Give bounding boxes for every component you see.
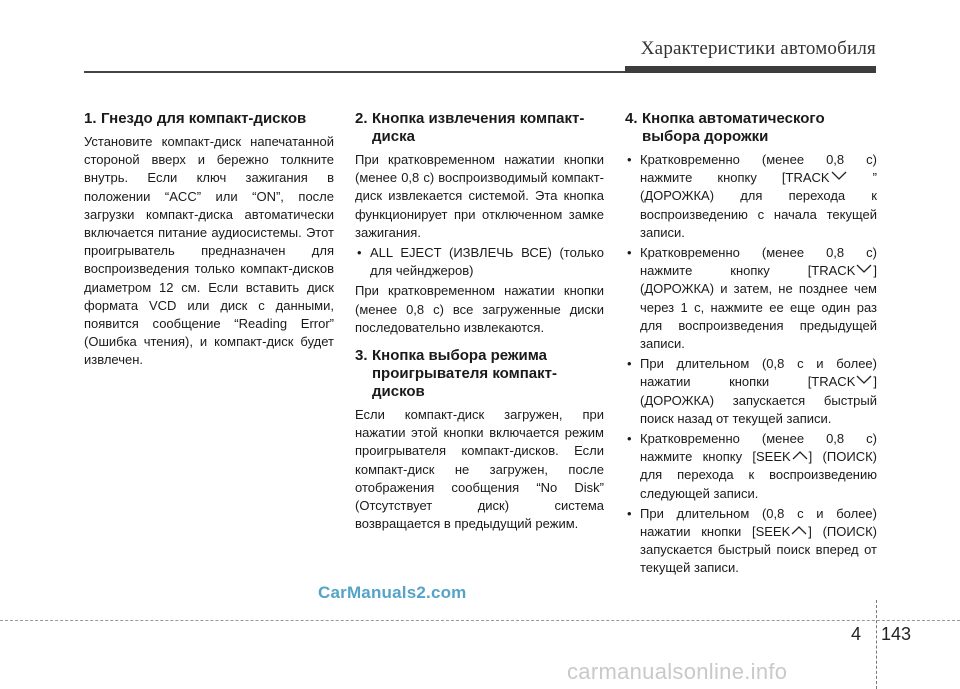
bullet-icon: • xyxy=(627,245,632,261)
bullet-item xyxy=(625,151,877,242)
bullet-text: Кратковременно (менее 0,8 с) нажмите кнопку [SEEK xyxy=(640,431,877,465)
bullet-text: ] (ПОИСК) для перехода к воспроизведению следующей записи. xyxy=(640,449,877,501)
heading-number: 4. xyxy=(625,110,638,127)
chevron-up-icon xyxy=(790,525,808,535)
heading-cd-slot xyxy=(84,110,334,128)
paragraph: Установите компакт-диск напечатанной стороной вверх и бережно толкните внутрь. Если ключ зажигания в положении “ACC” или “ON”, после загрузки компакт-диска автоматически включается питание аудиосистемы. Этот проигрыватель предназначен для воспроизведения только компакт-дисков диаметром 12 см. Если вставить диск формата VCD или диск с данными, появится сообщение “Reading Error” (Ошибка чтения), и компакт-диск будет извлечен. xyxy=(84,134,334,368)
bullet-text: Кратковременно (менее 0,8 с) нажмите кнопку [TRACK xyxy=(640,245,877,279)
bullet-icon: • xyxy=(627,356,632,372)
chevron-up-icon xyxy=(791,450,809,460)
heading-text: Кнопка автоматического выбора дорожки xyxy=(642,110,825,145)
heading-text: Кнопка выбора режима проигрывателя компакт-дисков xyxy=(372,347,557,401)
chevron-down-icon xyxy=(855,375,873,385)
bullet-item xyxy=(355,244,604,280)
heading-text: Гнездо для компакт-дисков xyxy=(101,110,307,127)
bullet-icon: • xyxy=(627,431,632,447)
footer-divider xyxy=(876,600,877,689)
bullet-text: ] (ПОИСК) запускается быстрый поиск вперед от текущей записи. xyxy=(640,524,877,576)
paragraph: При кратковременном нажатии кнопки (менее 0,8 с) воспроизводимый компакт-диск извлекается системой. Эта кнопка функционирует при отключенном замке зажигания. xyxy=(355,152,604,240)
heading-number: 2. xyxy=(355,110,368,127)
heading-number: 3. xyxy=(355,347,368,365)
chevron-down-icon xyxy=(830,171,848,181)
heading-auto-track-button xyxy=(625,110,877,146)
bullet-item xyxy=(625,244,877,353)
column-1 xyxy=(84,110,334,370)
bullet-item xyxy=(625,505,877,578)
bullet-text: ] (ДОРОЖКА) и затем, не позднее чем через 1 с, нажмите ее еще один раз для воспроизведения предыдущей записи. xyxy=(640,263,877,352)
footer-rule xyxy=(0,620,960,622)
heading-cd-mode-button xyxy=(355,347,604,401)
bullet-text: ALL EJECT (ИЗВЛЕЧЬ ВСЕ) (только для чейнджеров) xyxy=(370,245,604,279)
heading-number: 1. xyxy=(84,110,97,127)
bullet-icon: • xyxy=(627,505,632,521)
paragraph: При кратковременном нажатии кнопки (менее 0,8 с) все загруженные диски последовательно извлекаются. xyxy=(355,283,604,335)
column-3 xyxy=(625,110,877,580)
bullet-item xyxy=(625,430,877,503)
heading-text: Кнопка извлечения компакт-диска xyxy=(372,110,585,145)
bullet-text: При длительном (0,8 с и более) нажатии кнопки [SEEK xyxy=(640,505,877,540)
heading-eject-button xyxy=(355,110,604,146)
bullet-icon: • xyxy=(357,245,362,261)
section-number: 4 xyxy=(851,624,862,644)
bullet-text: Кратковременно (менее 0,8 с) нажмите кнопку [TRACK xyxy=(640,152,877,186)
paragraph: Если компакт-диск загружен, при нажатии этой кнопки включается режим проигрывателя компакт-дисков. Если компакт-диск не загружен, после отображения сообщения “No Disk” (Отсутствует диск) система возвращается в предыдущий режим. xyxy=(355,407,604,532)
chevron-down-icon xyxy=(855,264,873,274)
page-number: 143 xyxy=(881,624,912,644)
bullet-text: ” (ДОРОЖКА) для перехода к воспроизведению с начала текущей записи. xyxy=(640,170,877,240)
bullet-item xyxy=(625,355,877,428)
column-2 xyxy=(355,110,604,533)
bullet-icon: • xyxy=(627,152,632,167)
watermark-link[interactable]: CarManuals2.com xyxy=(318,583,467,602)
bullet-text: При длительном (0,8 с и более) нажатии кнопки [TRACK xyxy=(640,356,877,390)
section-title: Характеристики автомобиля xyxy=(640,38,876,59)
header-rule-thin xyxy=(84,71,625,73)
watermark-text: carmanualsonline.info xyxy=(567,659,788,684)
header-rule-thick xyxy=(625,66,876,73)
bullet-text: ] (ДОРОЖКА) запускается быстрый поиск назад от текущей записи. xyxy=(640,374,877,426)
